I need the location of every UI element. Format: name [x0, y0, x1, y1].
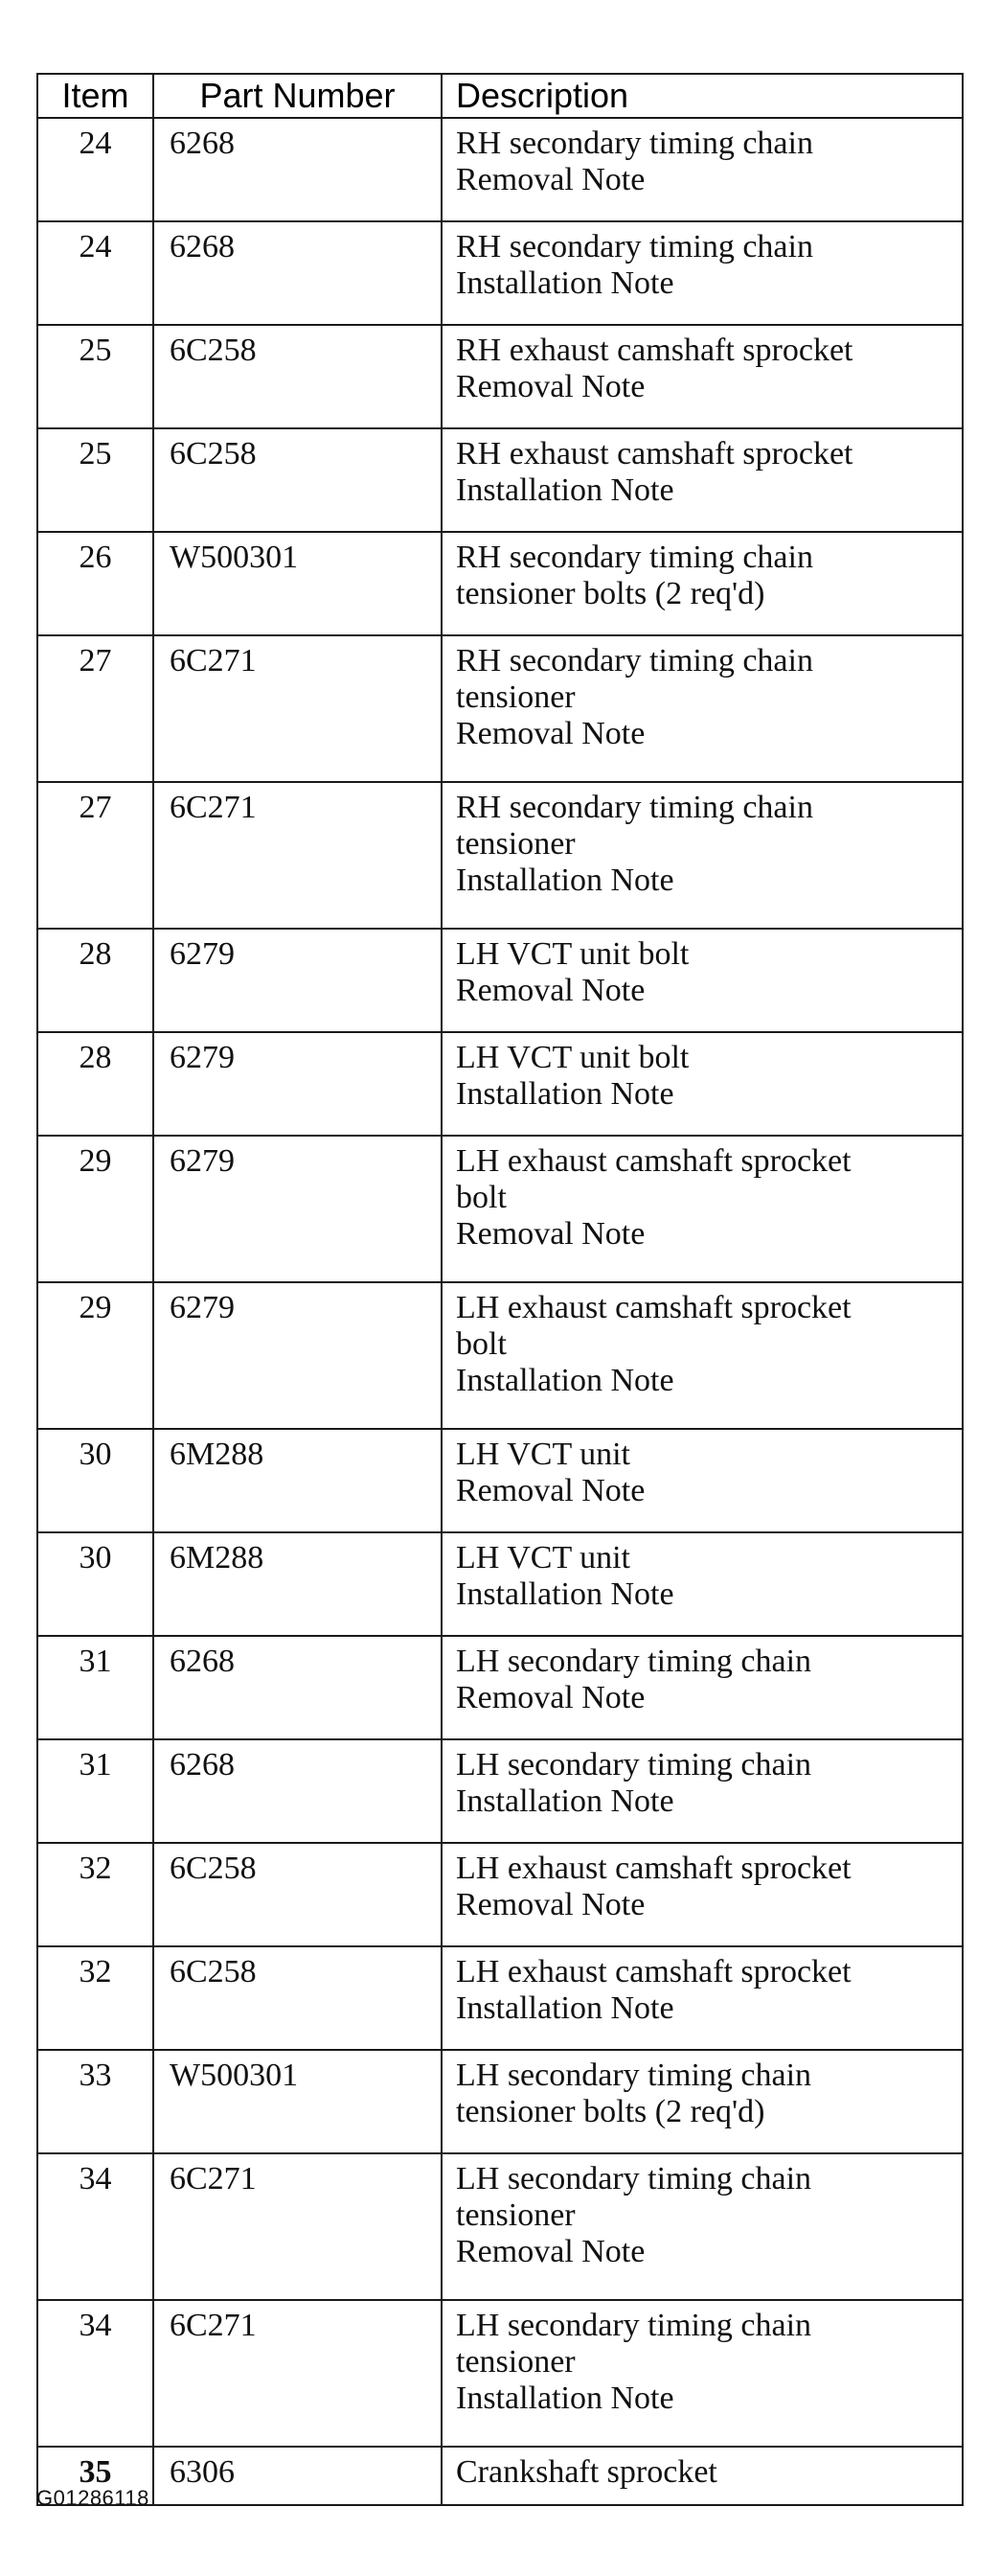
part-number-cell: 6268: [153, 1739, 442, 1843]
description-line: RH secondary timing chain: [456, 540, 813, 575]
description-line: tensioner: [456, 826, 576, 862]
item-cell: 32: [37, 1843, 153, 1946]
description-line: LH VCT unit: [456, 1540, 630, 1576]
item-cell: 29: [37, 1136, 153, 1282]
header-part-number: Part Number: [153, 74, 442, 118]
table-row: [37, 1136, 963, 1282]
description-line: tensioner bolts (2 req'd): [456, 576, 765, 611]
description-line: Installation Note: [456, 1576, 674, 1612]
item-cell: 35: [37, 2447, 153, 2505]
description-cell: [442, 1136, 963, 1282]
description-cell: [442, 929, 963, 1032]
part-number-cell: 6C258: [153, 325, 442, 428]
description-line: Removal Note: [456, 973, 646, 1008]
description-line: Crankshaft sprocket: [456, 2454, 717, 2490]
description-line: tensioner bolts (2 req'd): [456, 2094, 765, 2129]
description-cell: [442, 532, 963, 635]
item-cell: 28: [37, 1032, 153, 1136]
description-cell: [442, 1282, 963, 1429]
description-line: RH exhaust camshaft sprocket: [456, 333, 853, 368]
description-cell: [442, 428, 963, 532]
table-row: [37, 221, 963, 325]
item-cell: 31: [37, 1739, 153, 1843]
table-row: [37, 1032, 963, 1136]
part-number-cell: 6268: [153, 1636, 442, 1739]
description-cell: [442, 635, 963, 782]
description-line: Removal Note: [456, 1473, 646, 1508]
description-cell: [442, 1636, 963, 1739]
table-row: [37, 532, 963, 635]
description-line: Installation Note: [456, 1783, 674, 1819]
figure-code: G01286118: [36, 2486, 149, 2510]
table-row: [37, 1636, 963, 1739]
table-row: [37, 1843, 963, 1946]
part-number-cell: 6279: [153, 1282, 442, 1429]
item-cell: 29: [37, 1282, 153, 1429]
description-line: LH VCT unit bolt: [456, 936, 690, 972]
description-line: Removal Note: [456, 1680, 646, 1715]
description-cell: [442, 1032, 963, 1136]
table-row: [37, 635, 963, 782]
description-line: LH exhaust camshaft sprocket: [456, 1851, 852, 1886]
description-line: LH exhaust camshaft sprocket: [456, 1954, 852, 1990]
part-number-cell: 6279: [153, 1032, 442, 1136]
description-line: LH secondary timing chain: [456, 1644, 812, 1679]
description-cell: [442, 325, 963, 428]
description-line: LH exhaust camshaft sprocket: [456, 1290, 852, 1325]
part-number-cell: 6C258: [153, 1946, 442, 2050]
table-row: [37, 118, 963, 221]
part-number-cell: 6268: [153, 221, 442, 325]
description-line: tensioner: [456, 2344, 576, 2380]
header-description: Description: [442, 74, 963, 118]
table-row: [37, 2050, 963, 2153]
description-line: LH secondary timing chain: [456, 2058, 812, 2093]
item-cell: 28: [37, 929, 153, 1032]
header-row: [37, 74, 963, 118]
description-cell: [442, 1532, 963, 1636]
description-line: LH exhaust camshaft sprocket: [456, 1143, 852, 1179]
item-cell: 24: [37, 221, 153, 325]
table-row: [37, 2300, 963, 2447]
description-line: Installation Note: [456, 1990, 674, 2026]
description-line: Installation Note: [456, 265, 674, 301]
description-line: Installation Note: [456, 862, 674, 898]
description-line: RH secondary timing chain: [456, 790, 813, 825]
table-row: [37, 782, 963, 929]
description-line: Removal Note: [456, 2234, 646, 2269]
description-cell: [442, 1739, 963, 1843]
item-cell: 27: [37, 782, 153, 929]
description-cell: [442, 2447, 963, 2505]
table-row: [37, 1739, 963, 1843]
description-line: LH VCT unit: [456, 1437, 630, 1472]
part-number-cell: 6306: [153, 2447, 442, 2505]
description-line: Removal Note: [456, 1216, 646, 1252]
description-line: Removal Note: [456, 1887, 646, 1922]
table-header: [37, 74, 963, 118]
table-row: [37, 1946, 963, 2050]
description-cell: [442, 1429, 963, 1532]
part-number-cell: 6279: [153, 1136, 442, 1282]
description-line: Installation Note: [456, 2380, 674, 2416]
item-cell: 30: [37, 1429, 153, 1532]
table-body: [37, 118, 963, 2505]
table-row: [37, 2447, 963, 2505]
description-cell: [442, 2050, 963, 2153]
part-number-cell: W500301: [153, 532, 442, 635]
description-line: Installation Note: [456, 1076, 674, 1112]
part-number-cell: 6M288: [153, 1429, 442, 1532]
table-row: [37, 428, 963, 532]
table-row: [37, 2153, 963, 2300]
description-line: Removal Note: [456, 369, 646, 404]
item-cell: 27: [37, 635, 153, 782]
item-cell: 26: [37, 532, 153, 635]
item-cell: 32: [37, 1946, 153, 2050]
description-cell: [442, 1946, 963, 2050]
part-number-cell: W500301: [153, 2050, 442, 2153]
part-number-cell: 6268: [153, 118, 442, 221]
item-cell: 25: [37, 325, 153, 428]
description-line: RH exhaust camshaft sprocket: [456, 436, 853, 472]
description-line: LH secondary timing chain: [456, 2161, 812, 2196]
item-cell: 31: [37, 1636, 153, 1739]
description-line: RH secondary timing chain: [456, 643, 813, 678]
description-line: Removal Note: [456, 162, 646, 197]
part-number-cell: 6C258: [153, 428, 442, 532]
description-cell: [442, 221, 963, 325]
item-cell: 30: [37, 1532, 153, 1636]
item-cell: 33: [37, 2050, 153, 2153]
table-row: [37, 929, 963, 1032]
part-number-cell: 6C271: [153, 2300, 442, 2447]
description-line: RH secondary timing chain: [456, 229, 813, 264]
description-line: tensioner: [456, 2197, 576, 2233]
item-cell: 34: [37, 2153, 153, 2300]
table-row: [37, 1429, 963, 1532]
description-line: Installation Note: [456, 472, 674, 508]
header-item: Item: [37, 74, 153, 118]
part-number-cell: 6M288: [153, 1532, 442, 1636]
description-line: LH secondary timing chain: [456, 1747, 812, 1782]
item-cell: 24: [37, 118, 153, 221]
parts-table: [36, 73, 964, 2506]
part-number-cell: 6C271: [153, 2153, 442, 2300]
item-cell: 25: [37, 428, 153, 532]
part-number-cell: 6279: [153, 929, 442, 1032]
description-line: LH VCT unit bolt: [456, 1040, 690, 1075]
table-row: [37, 1282, 963, 1429]
description-line: bolt: [456, 1180, 507, 1215]
description-line: LH secondary timing chain: [456, 2308, 812, 2343]
description-cell: [442, 118, 963, 221]
part-number-cell: 6C258: [153, 1843, 442, 1946]
description-line: Removal Note: [456, 716, 646, 751]
description-line: bolt: [456, 1326, 507, 1362]
description-cell: [442, 1843, 963, 1946]
description-line: RH secondary timing chain: [456, 126, 813, 161]
item-cell: 34: [37, 2300, 153, 2447]
description-cell: [442, 782, 963, 929]
description-cell: [442, 2300, 963, 2447]
description-line: tensioner: [456, 679, 576, 715]
table-row: [37, 1532, 963, 1636]
table-row: [37, 325, 963, 428]
part-number-cell: 6C271: [153, 635, 442, 782]
description-line: Installation Note: [456, 1363, 674, 1398]
part-number-cell: 6C271: [153, 782, 442, 929]
description-cell: [442, 2153, 963, 2300]
